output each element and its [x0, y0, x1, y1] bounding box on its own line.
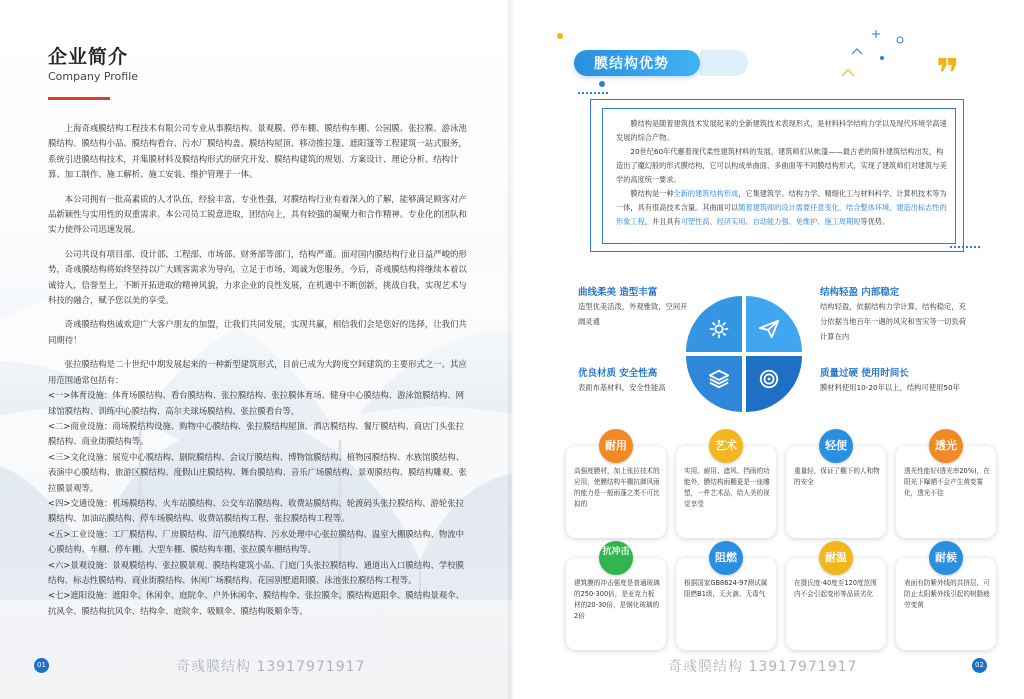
text-run: ，并且具有 — [644, 217, 681, 226]
text-run: 等优势。 — [860, 217, 890, 226]
title-underline — [48, 97, 110, 100]
page-title: 企业简介 — [48, 46, 129, 68]
card-badge-temperature: 耐温 — [819, 541, 853, 575]
target-icon — [758, 368, 780, 390]
highlight-text: 随着建筑师的设计需要任意变化，结合整体环境，建造出标志性的形象工程 — [616, 203, 947, 226]
card-badge-impact: 抗冲击 — [599, 541, 633, 575]
card-text: 在摄氏度-40度至120度范围内不会引起变形等品质劣化 — [794, 579, 877, 598]
application-item: <七>遮阳设施：遮阳伞、休闲伞、庭院伞、户外休闲伞、膜结构伞、张拉膜伞、膜结构遮阳伞、膜结构景观伞、抗风伞、膜结构抗风伞、结构伞、庭院伞、吸顺伞、膜结构吸顺伞等。 — [48, 590, 465, 616]
profile-body — [48, 121, 468, 619]
card-text: 重量轻，保证了棚下的人和物的安全 — [794, 467, 880, 486]
layers-icon — [708, 368, 730, 390]
feature-text: 表面布基材料，安全性能高 — [578, 383, 666, 392]
feature-title: 曲线柔美 造型丰富 — [578, 287, 658, 298]
card-badge-durable: 耐用 — [599, 429, 633, 463]
frame-dots — [950, 246, 980, 248]
applications-list — [48, 357, 468, 619]
feature-text: 结构轻盈，依据结构力学计算，结构稳定，充分依据当地百年一遇的风灾和雪灾等一切负荷计算在内 — [820, 302, 966, 341]
text-run: ，它集建筑学、结构力学、精细化工与材料科学、计算机技术等为一体，具有很高技术含量。其曲面可以 — [616, 189, 947, 212]
gear-icon — [708, 318, 730, 340]
card-badge-light: 轻便 — [819, 429, 853, 463]
profile-paragraph: 本公司拥有一批高素质的人才队伍，经验丰富，专业性强，对膜结构行业有着深入的了解，能够满足顾客对产品新颖性与实用性的双重需求。本公司员工锐意进取，团结向上，具有较强的凝聚力和合作精神。专业化的团队和实力使得公司迅速发展。 — [48, 193, 467, 235]
application-item: <五>工业设施：工厂膜结构、厂房膜结构、沼气池膜结构、污水处理中心张拉膜结构、温室大棚膜结构、物流中心膜结构、车棚、停车棚、大型车棚、膜结构车棚、张拉膜车棚结构等。 — [48, 528, 465, 555]
card-text: 根据国家GB8624-97测试属阻燃B1级，无火滴、无毒气 — [684, 579, 768, 598]
right-page — [512, 0, 1024, 699]
feature-title: 质量过硬 使用时间长 — [820, 368, 909, 379]
title-pill-tail — [700, 50, 748, 76]
highlight-text: 全新的建筑结构形成 — [673, 189, 739, 198]
application-item: <六>景观设施：景观膜结构、张拉膜景观、膜结构建筑小品、门庭门头张拉膜结构、通道出入口膜结构、学校膜结构、标志性膜结构、商业街膜结构、休闲广场膜结构、花园别墅遮阳膜、泳池张拉膜结构工程等。 — [48, 559, 465, 585]
application-item: <四>交通设施：机场膜结构、火车站膜结构、公交车站膜结构、收费站膜结构、轮渡码头张拉膜结构、游轮张拉膜结构、加油站膜结构、停车场膜结构、收费站膜结构工程、张拉膜结构工程等。 — [48, 497, 465, 524]
intro-paragraph: 20世纪60年代邂着现代柔性建筑材料的发展，建筑师们从帐篷——最古老的简朴建筑结构出发，构造出了魔幻般的形式膜结构，它可以构成单曲面、多曲面等不同膜结构形式，实现了建筑师们对建筑与美学的高度统一要求。 — [616, 147, 947, 184]
page-number-right: 02 — [972, 658, 987, 673]
page-number-left: 01 — [34, 658, 49, 673]
target-icon-quadrant — [746, 356, 802, 412]
gear-icon-quadrant — [686, 296, 742, 352]
feature-text: 膜材料使用10-20年以上，结构可使用50年 — [820, 383, 960, 392]
profile-paragraph: 公司共设有项目部、设计部、工程部、市场部、财务部等部门，结构严谨。面对国内膜结构行业日益严峻的形势，奇彧膜结构将始终坚持以广大顾客需求为导向，立足于市场，竭诚为您服务。今后，奇彧膜结构将继续本着以诚待人，信誉至上，不断开拓进取的精神风貌，力求企业的良性发展，在机遇中不断创新，挑战自我，实现艺术与科技的融合，赋予您以美的享受。 — [48, 248, 467, 306]
profile-paragraph: 奇彧膜结构热诚欢迎广大客户朋友的加盟，让我们共同发展，实现共赢，相信我们会是您好的选择，让我们共同期待！ — [48, 319, 467, 345]
profile-paragraph: 上海奇彧膜结构工程技术有限公司专业从事膜结构、景观膜、停车棚、膜结构车棚、公园膜、张拉膜、游泳池膜结构、膜结构小品、膜结构看台、污水厂膜结构盖、膜结构屋顶、移动推拉篷、遮阳篷等工程建筑一站式服务，系统引进膜结构技术，并集膜材料及膜结构形式的研究开发、膜结构建筑的规划、方案设计、理论分析、结构计算、加工制作、施工解析、施工安装、维护管理于一体。 — [48, 123, 467, 180]
card-text: 高强度膜材，加上张拉技术的应用，使膜结构车棚抗御风雨的能力是一般雨蓬之类不可比拟的 — [574, 467, 660, 508]
application-item: <二>商业设施：商场膜结构设施、购物中心膜结构、张拉膜结构屋顶、酒店膜结构、餐厅膜结构、商店门头张拉膜结构、商业街膜结构等。 — [48, 420, 465, 447]
card-text: 透光性能好(透光率20%)，在阳光下曝晒不会产生黄变雾化，透光不佳 — [904, 467, 990, 497]
card-text: 建筑膜的冲击强度是普通玻璃的250-300倍，是亚克力板材的20-30倍，是钢化玻璃的2倍 — [574, 579, 660, 620]
advantages-intro — [616, 117, 948, 229]
layers-icon-quadrant — [686, 356, 742, 412]
intro-paragraph-highlighted — [616, 187, 948, 229]
card-text: 表面有防紫外线的共挤层，可防止太阳紫外线引起的树脂疲劳变黄 — [904, 579, 990, 609]
frame-dots — [578, 92, 608, 94]
card-badge-art: 艺术 — [709, 429, 743, 463]
card-badge-weather: 耐候 — [929, 541, 963, 575]
feature-title: 优良材质 安全性高 — [578, 368, 658, 379]
applications-intro: 张拉膜结构是二十世纪中期发展起来的一种新型建筑形式，目前已成为大跨度空间建筑的主要形式之一。其应用范围通常包括有： — [48, 359, 467, 385]
quote-icon: ❞ — [936, 51, 960, 97]
application-item: <一>体育设施：体育场膜结构、看台膜结构、张拉膜结构、张拉膜体育场、健身中心膜结构、游泳馆膜结构、网球馆膜结构、训练中心膜结构、高尔夫球场膜结构、张拉膜看台等。 — [48, 390, 465, 416]
card-badge-flame: 阻燃 — [709, 541, 743, 575]
card-badge-translucent: 透光 — [929, 429, 963, 463]
send-icon-quadrant — [746, 296, 802, 352]
footer-contact-right: 奇彧膜结构 13917971917 — [668, 659, 858, 675]
application-item: <三>文化设施：展览中心膜结构、剧院膜结构、会议厅膜结构、博物馆膜结构、植物园膜结构、水族馆膜结构、表演中心膜结构、旅游区膜结构、度假山庄膜结构、舞台膜结构、音乐广场膜结构、景观膜结构、膜结构雕观、张拉膜景观等。 — [48, 451, 467, 493]
footer-contact-left: 奇彧膜结构 13917971917 — [176, 659, 366, 675]
paper-plane-icon — [758, 318, 780, 340]
text-run: 膜结构是一种 — [630, 189, 674, 198]
book-spine-shadow — [508, 0, 516, 699]
section-title: 膜结构优势 — [594, 56, 669, 72]
page-subtitle: Company Profile — [48, 70, 139, 83]
intro-paragraph: 膜结构是随着建筑技术发展起来的全新建筑技术表现形式，是材料科学结构力学以及现代环境学高速发展的综合产物。 — [616, 119, 947, 142]
card-text: 实用、耐用、遮风、挡雨的功能外，膜结构雨棚更是一座雕塑，一件艺术品，给人美的视觉享受 — [684, 467, 770, 508]
highlight-text: 可塑性高、经济实用、自动能力强、免维护、施工周期短 — [680, 217, 861, 226]
feature-text: 造型优美活泼，外观雅致，空间开阔灵通 — [578, 302, 688, 326]
feature-title: 结构轻盈 内部稳定 — [820, 287, 900, 298]
